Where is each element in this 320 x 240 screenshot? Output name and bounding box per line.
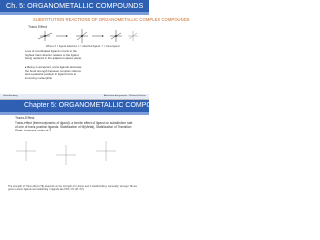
slide-1-title: Ch. 5: ORGANOMETALLIC COMPOUNDS (6, 1, 144, 10)
slide-1-sub-bar (0, 12, 149, 15)
figure-background (6, 131, 143, 182)
slide-1-subtitle: SUBSTITUTION REACTIONS OF ORGANOMETALLIC COMPLEX COMPOUNDS (33, 17, 190, 22)
footer-right-text: Alternative Assignments - Platinum Fixtures (103, 95, 146, 97)
slide-2-paragraph: Trans-effect (thermodynamic of ligand): a kinetic effect of ligand on substitution rate of one of trans position ligands. Stabilization of M(Metal), Stabilization of Transition (15, 121, 133, 129)
slide-2-heading: Trans-Effect (15, 116, 35, 120)
diagram-caption: Where X = ligand attached, L = attached ligand, Y = trans ligand (46, 45, 120, 48)
reaction-arrowhead-2 (102, 35, 104, 37)
complex-far-right (128, 31, 138, 41)
slide-2 (0, 99, 172, 198)
complex-middle (76, 29, 88, 43)
trans-effect-label: Trans Effect (28, 25, 48, 29)
slide-1 (0, 0, 190, 99)
slide-2-title-bar (0, 100, 172, 112)
slide-1-bullet: ▸ Being π-acceptors, trans ligands decrease the bond strength between complex cations and equatorial position in ligand trans to incoming nucleophile (25, 65, 82, 81)
slide-2-caption: The strength of Trans-effect (TE) depends on the strength of σ-donor and π-backbonding. Generally, stronger TE are good σ-donor ligands and stabilizing π ligands like PR3, CO (Pt, Pd). (8, 185, 138, 192)
reaction-arrowhead-1 (66, 35, 68, 37)
slide-1-body-text: Loss of coordinated ligand is trans to the highest trans director relative to the ligand being replaced in the adjacent square plane. (25, 49, 82, 61)
trans-effect-figure (6, 131, 143, 182)
slide-1-title-bar (0, 0, 149, 12)
complex-left (38, 31, 52, 41)
footer-left-text: Sinte Academy (3, 95, 18, 97)
slide-2-sub-bar (0, 112, 149, 115)
complex-right (110, 30, 122, 42)
slide-2-title: Chapter 5: ORGANOMETALLIC COMPOUNDS (24, 102, 172, 109)
